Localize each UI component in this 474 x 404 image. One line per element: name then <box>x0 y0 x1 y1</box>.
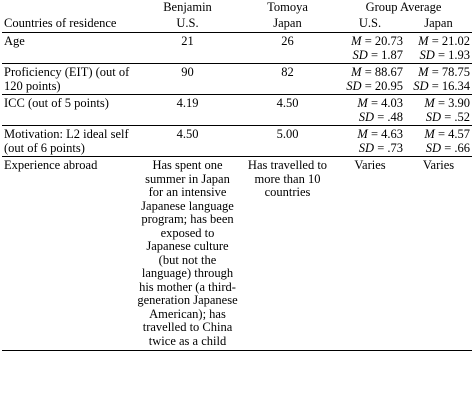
m-symbol: M <box>351 34 362 48</box>
header-row-countries <box>2 16 472 33</box>
m-symbol: M <box>418 34 429 48</box>
cell-motivation-japan <box>405 126 472 157</box>
sd-symbol: SD <box>358 140 375 155</box>
cell-icc-us <box>335 95 405 126</box>
cell-age-japan <box>405 33 472 64</box>
sd-symbol: SD <box>352 47 368 62</box>
motivation-us-mean: = 4.63 <box>370 127 403 141</box>
icc-jp-mean: = 3.90 <box>437 96 470 110</box>
cell-proficiency-japan <box>405 64 472 95</box>
header-row-names <box>2 0 472 16</box>
header-country-us: U.S. <box>176 16 199 30</box>
icc-us-mean: = 4.03 <box>370 96 403 110</box>
proficiency-jp-mean: = 78.75 <box>431 65 470 79</box>
header-countries-label: Countries of residence <box>4 16 117 30</box>
table-row-experience <box>2 157 472 351</box>
sd-symbol: SD <box>425 140 442 155</box>
table-row-age <box>2 33 472 64</box>
header-tomoya: Tomoya <box>267 0 308 14</box>
cell-proficiency-us <box>335 64 405 95</box>
proficiency-jp-sd: = 16.34 <box>431 78 470 93</box>
age-us-mean: = 20.73 <box>364 34 403 48</box>
header-group-japan: Japan <box>424 16 453 30</box>
row-label-experience: Experience abroad <box>4 158 98 172</box>
cell-icc-japan <box>405 95 472 126</box>
cell-icc-benjamin: 4.19 <box>176 96 199 110</box>
icc-us-sd: = .48 <box>377 109 403 124</box>
cell-experience-japan: Varies <box>422 158 455 172</box>
cell-motivation-benjamin: 4.50 <box>176 127 199 141</box>
header-empty-cell <box>2 0 135 16</box>
m-symbol: M <box>351 65 362 79</box>
sd-symbol: SD <box>425 109 442 124</box>
row-label-icc: ICC (out of 5 points) <box>4 96 109 110</box>
m-symbol: M <box>357 127 368 141</box>
sd-symbol: SD <box>346 78 362 93</box>
row-label-motivation: Motivation: L2 ideal self (out of 6 points) <box>4 127 129 155</box>
header-benjamin: Benjamin <box>163 0 212 14</box>
header-group-average: Group Average <box>365 0 442 14</box>
age-jp-mean: = 21.02 <box>431 34 470 48</box>
m-symbol: M <box>418 65 429 79</box>
cell-experience-tomoya: Has travelled to more than 10 countries <box>247 158 328 199</box>
cell-age-us <box>335 33 405 64</box>
sd-symbol: SD <box>358 109 375 124</box>
motivation-us-sd: = .73 <box>377 140 403 155</box>
proficiency-us-mean: = 88.67 <box>364 65 403 79</box>
row-label-proficiency: Proficiency (EIT) (out of 120 points) <box>4 65 130 93</box>
table-row-icc <box>2 95 472 126</box>
cell-experience-benjamin: Has spent one summer in Japan for an intensive Japanese language program; has been exposed to Japanese culture (but not the language) through his mother (a third-generation Japanese American); has travelled to China twice as a child <box>137 158 238 348</box>
cell-icc-tomoya: 4.50 <box>276 96 299 110</box>
age-jp-sd: = 1.93 <box>437 47 470 62</box>
icc-jp-sd: = .52 <box>444 109 470 124</box>
motivation-jp-mean: = 4.57 <box>437 127 470 141</box>
cell-proficiency-tomoya: 82 <box>281 65 294 79</box>
cell-motivation-tomoya: 5.00 <box>276 127 299 141</box>
m-symbol: M <box>357 96 368 110</box>
sd-symbol: SD <box>419 47 435 62</box>
age-us-sd: = 1.87 <box>370 47 403 62</box>
header-group-us: U.S. <box>358 16 382 30</box>
cell-motivation-us <box>335 126 405 157</box>
motivation-jp-sd: = .66 <box>444 140 470 155</box>
proficiency-us-sd: = 20.95 <box>364 78 403 93</box>
header-country-japan: Japan <box>273 16 302 30</box>
cell-age-tomoya: 26 <box>281 34 294 48</box>
table-row-motivation <box>2 126 472 157</box>
m-symbol: M <box>424 127 435 141</box>
m-symbol: M <box>424 96 435 110</box>
table-row-proficiency <box>2 64 472 95</box>
row-label-age: Age <box>4 34 25 48</box>
cell-age-benjamin: 21 <box>181 34 194 48</box>
cell-proficiency-benjamin: 90 <box>181 65 194 79</box>
sd-symbol: SD <box>413 78 429 93</box>
cell-experience-us: Varies <box>354 158 386 172</box>
participant-profile-table <box>2 0 472 351</box>
